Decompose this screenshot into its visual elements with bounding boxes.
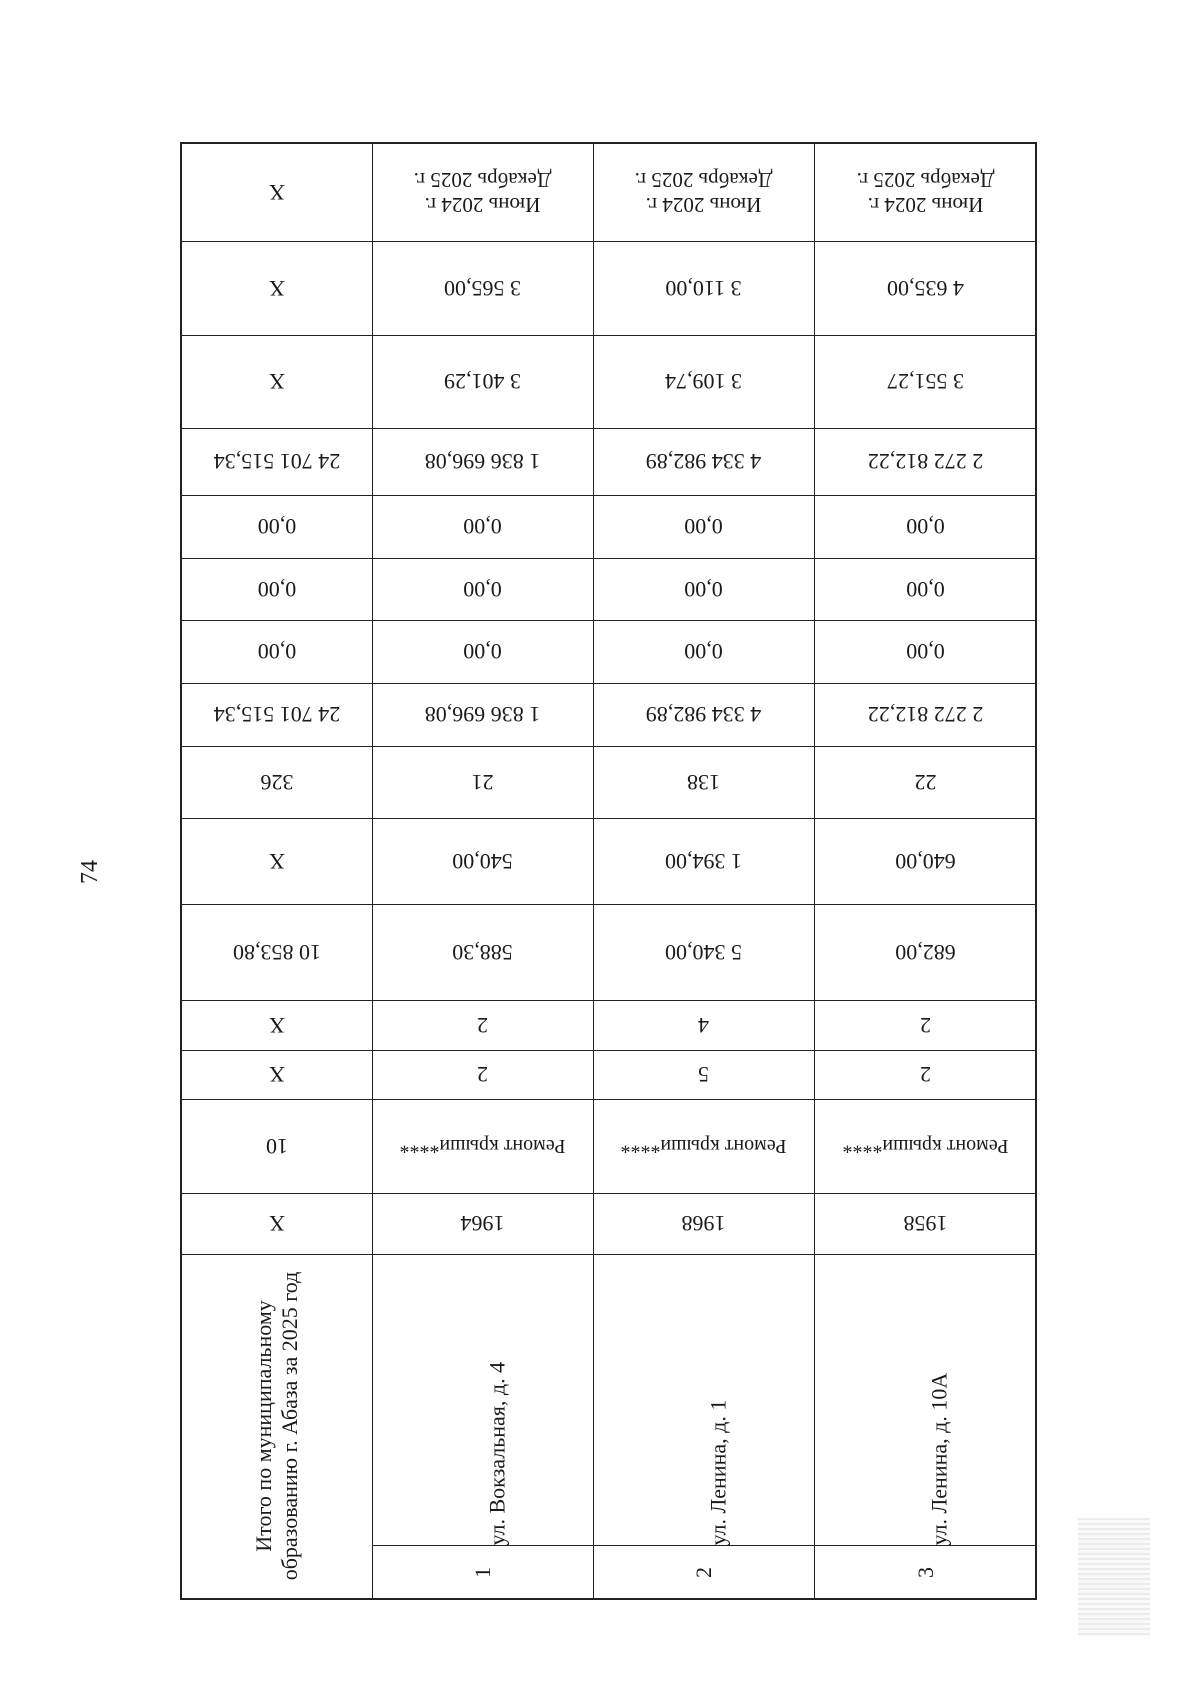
total-work-type: 10 [266, 1133, 288, 1159]
row3-c10: 0,00 [906, 639, 945, 665]
row1-c11: 0,00 [463, 576, 502, 602]
row2-c10: 0,00 [684, 639, 723, 665]
row3-number: 3 [912, 1567, 938, 1578]
row3-c11: 0,00 [906, 576, 945, 602]
total-c13: 24 701 515,34 [213, 449, 341, 475]
row1-number: 1 [469, 1567, 495, 1578]
total-c14: X [269, 369, 285, 395]
row1-period-end: Декабрь 2025 г. [413, 168, 552, 193]
row3-address: ул. Ленина, д. 10А [926, 1372, 952, 1546]
row2-number: 2 [690, 1567, 716, 1578]
total-c7: X [269, 848, 285, 874]
row3-period [814, 144, 1037, 241]
row3-c15: 4 635,00 [887, 275, 964, 301]
capital-repair-table [180, 142, 1037, 1600]
total-c4: X [269, 1062, 285, 1088]
row2-c6: 5 340,00 [665, 939, 742, 965]
row2-c8: 138 [687, 769, 720, 795]
row2-c12: 0,00 [684, 514, 723, 540]
row3-c13: 2 272 812,22 [867, 449, 984, 475]
total-label: Итого по муниципальному образованию г. Абаза за 2025 год [250, 1271, 302, 1581]
row2-c9: 4 334 982,89 [645, 702, 762, 728]
row3-year: 1958 [903, 1211, 948, 1237]
row2-period-end: Декабрь 2025 г. [634, 168, 773, 193]
row1-work-type: Ремонт крыши**** [399, 1135, 566, 1158]
row1-c12: 0,00 [463, 514, 502, 540]
row2-period [593, 144, 814, 241]
total-c8: 326 [260, 769, 294, 795]
row2-c14: 3 109,74 [665, 369, 742, 395]
total-c12: 0,00 [257, 514, 297, 540]
total-period: X [269, 180, 285, 206]
row2-c5: 4 [698, 1012, 709, 1038]
row1-c8: 21 [471, 769, 494, 795]
total-year: X [269, 1211, 285, 1237]
row3-period-end: Декабрь 2025 г. [856, 168, 995, 193]
row2-year: 1968 [681, 1211, 726, 1237]
row2-work-type: Ремонт крыши**** [620, 1135, 787, 1158]
row3-c6: 682,00 [895, 939, 956, 965]
row1-c15: 3 565,00 [444, 275, 521, 301]
row2-period-start: Июнь 2024 г. [645, 192, 762, 217]
scan-stamp-mark [1078, 1518, 1150, 1636]
row2-c15: 3 110,00 [665, 275, 742, 301]
row1-c14: 3 401,29 [444, 369, 521, 395]
row1-c5: 2 [477, 1012, 488, 1038]
row3-c14: 3 551,27 [887, 369, 964, 395]
total-c5: X [269, 1012, 285, 1038]
row1-address: ул. Вокзальная, д. 4 [484, 1361, 510, 1546]
total-c10: 0,00 [257, 639, 297, 665]
row3-c5: 2 [920, 1012, 931, 1038]
row1-c4: 2 [477, 1062, 488, 1088]
total-c15: X [269, 275, 285, 301]
row2-c7: 1 394,00 [665, 848, 742, 874]
row3-c7: 640,00 [895, 848, 956, 874]
row3-c8: 22 [914, 769, 937, 795]
row1-c7: 540,00 [452, 848, 513, 874]
row2-c11: 0,00 [684, 576, 723, 602]
row3-c4: 2 [920, 1062, 931, 1088]
total-c9: 24 701 515,34 [213, 702, 341, 728]
row1-c13: 1 836 696,08 [424, 449, 541, 475]
row1-period-start: Июнь 2024 г. [424, 192, 541, 217]
row3-period-start: Июнь 2024 г. [867, 192, 984, 217]
row1-period [372, 144, 593, 241]
row1-c10: 0,00 [463, 639, 502, 665]
row2-c13: 4 334 982,89 [645, 449, 762, 475]
row1-c9: 1 836 696,08 [424, 702, 541, 728]
total-c6: 10 853,80 [233, 939, 321, 965]
row2-address: ул. Ленина, д. 1 [705, 1399, 731, 1546]
total-c11: 0,00 [257, 576, 297, 602]
row2-c4: 5 [698, 1062, 709, 1088]
row1-year: 1964 [460, 1211, 505, 1237]
row1-c6: 588,30 [452, 939, 513, 965]
row3-c12: 0,00 [906, 514, 945, 540]
row3-c9: 2 272 812,22 [867, 702, 984, 728]
page-number: 74 [77, 860, 103, 884]
row3-work-type: Ремонт крыши**** [842, 1135, 1009, 1158]
